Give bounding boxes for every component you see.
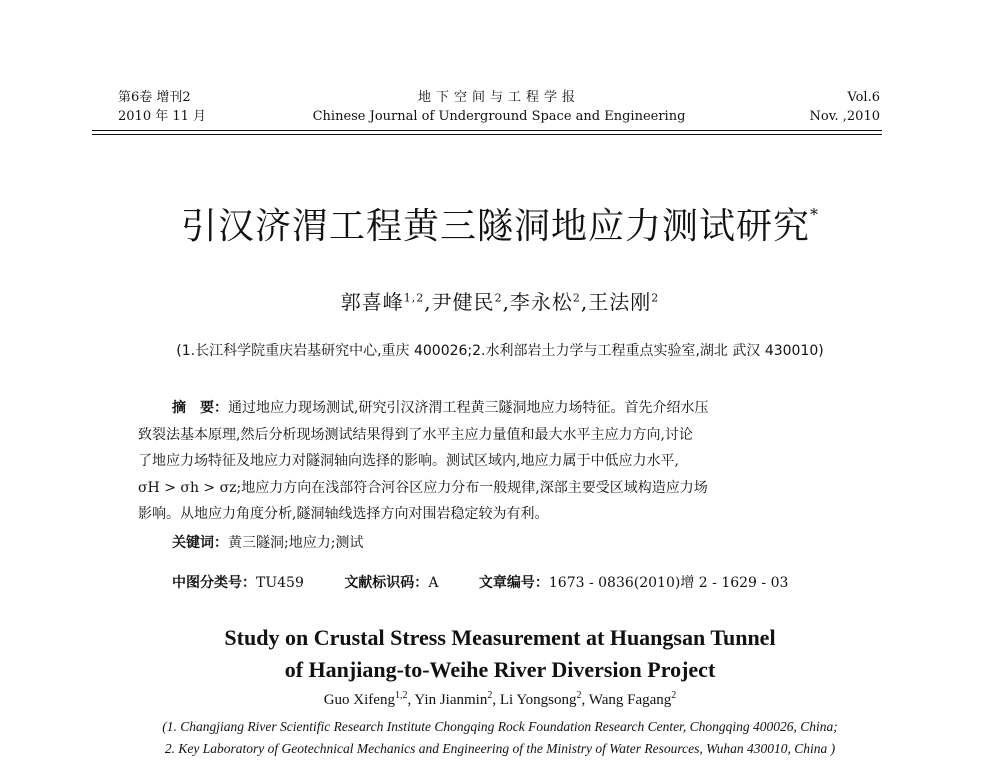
abstract-label: 摘 要： [172,400,228,416]
article-number [479,572,789,592]
author-en-affil: 2 [671,690,677,701]
title-en-line: Study on Crustal Stress Measurement at Huangsan Tunnel [224,625,776,650]
article-number-label: 文章编号： [478,575,549,591]
document-code [344,572,438,592]
keywords-label: 关键词： [172,535,228,551]
abstract-text: 通过地应力现场测试,研究引汉济渭工程黄三隧洞地应力场特征。首先介绍水压 [228,400,709,416]
clc-value: TU459 [256,575,304,591]
author-cn: 李永松 [509,290,573,314]
title-cn-text: 引汉济渭工程黄三隧洞地应力测试研究 [180,206,810,247]
abstract-line: 影响。从地应力角度分析,隧洞轴线选择方向对围岩稳定较为有利。 [138,506,549,522]
affiliation-cn: (1.长江科学院重庆岩基研究中心,重庆 400026;2.水利部岩土力学与工程重点实验室,湖北 武汉 430010) [176,343,824,359]
author-en: Guo Xifeng [323,692,395,708]
volume-en: Vol.6 [847,90,880,105]
author-cn-affil: 2 [651,291,660,305]
authors-cn: 郭喜峰$^{1,2}$,尹健民$^2$,李永松$^2$,王法刚$^2$ [340,290,660,314]
affiliation-en-line: 2. Key Laboratory of Geotechnical Mechanics and Engineering of the Ministry of Water Resources, Wuhan 430010, China ) [164,741,836,756]
journal-name-en: Chinese Journal of Underground Space and Engineering [312,109,686,124]
abstract-line: σH > σh > σz;地应力方向在浅部符合河谷区应力分布一般规律,深部主要受区域构造应力场 [138,479,708,496]
author-cn: 王法刚 [588,290,652,314]
author-en: Li Yongsong [499,692,577,708]
journal-name-cn: 地下空间与工程学报 [417,90,580,105]
classification-line [172,572,872,592]
author-cn-affil: 2 [572,291,581,305]
author-en-affil: 2 [576,690,582,701]
author-cn: 郭喜峰 [340,290,404,314]
paper-title-en [0,622,1000,686]
abstract-line [138,395,862,422]
date-en: Nov. ,2010 [809,109,880,124]
affiliation-en [110,716,890,760]
date-cn: 2010 年 11 月 [118,109,207,124]
article-number-value: 1673 - 0836(2010)增 2 - 1629 - 03 [548,575,789,591]
author-en: Wang Fagang [588,692,672,708]
author-en-affil: 2 [487,690,493,701]
volume-cn: 第6卷 增刊2 [118,90,191,105]
page-header [118,88,880,132]
doc-code-value: A [428,575,439,591]
abstract-cn [138,395,862,528]
header-center [118,88,880,126]
title-footnote-mark: * [810,205,819,224]
header-rule-thin [92,134,882,135]
author-cn-affil: 2 [494,291,503,305]
author-en-affil: 1,2 [394,690,408,701]
affiliation-en-line: (1. Changjiang River Scientific Research Institute Chongqing Rock Foundation Research Center, Chongqing 400026, China; [162,719,838,734]
author-en: Yin Jianmin [414,692,488,708]
author-cn-affil: 1,2 [403,291,425,305]
abstract-line: 致裂法基本原理,然后分析现场测试结果得到了水平主应力量值和最大水平主应力方向,讨论 [138,426,693,443]
author-cn: 尹健民 [431,290,495,314]
keywords-cn [172,532,363,552]
authors-en: Guo Xifeng$^{1,2}$, Yin Jianmin$^2$, Li Yongsong$^2$, Wang Fagang$^2$ [323,690,677,708]
clc-label: 中图分类号： [172,575,256,591]
doc-code-label: 文献标识码： [344,575,429,591]
keywords-value: 黄三隧洞;地应力;测试 [228,535,364,551]
header-right [810,88,880,126]
abstract-line: 了地应力场特征及地应力对隧洞轴向选择的影响。测试区域内,地应力属于中低应力水平, [138,453,679,469]
paper-title-cn [0,198,1000,249]
clc-number [172,572,304,592]
header-rule-thick [92,130,882,131]
title-en-line: of Hanjiang-to-Weihe River Diversion Project [284,657,716,682]
